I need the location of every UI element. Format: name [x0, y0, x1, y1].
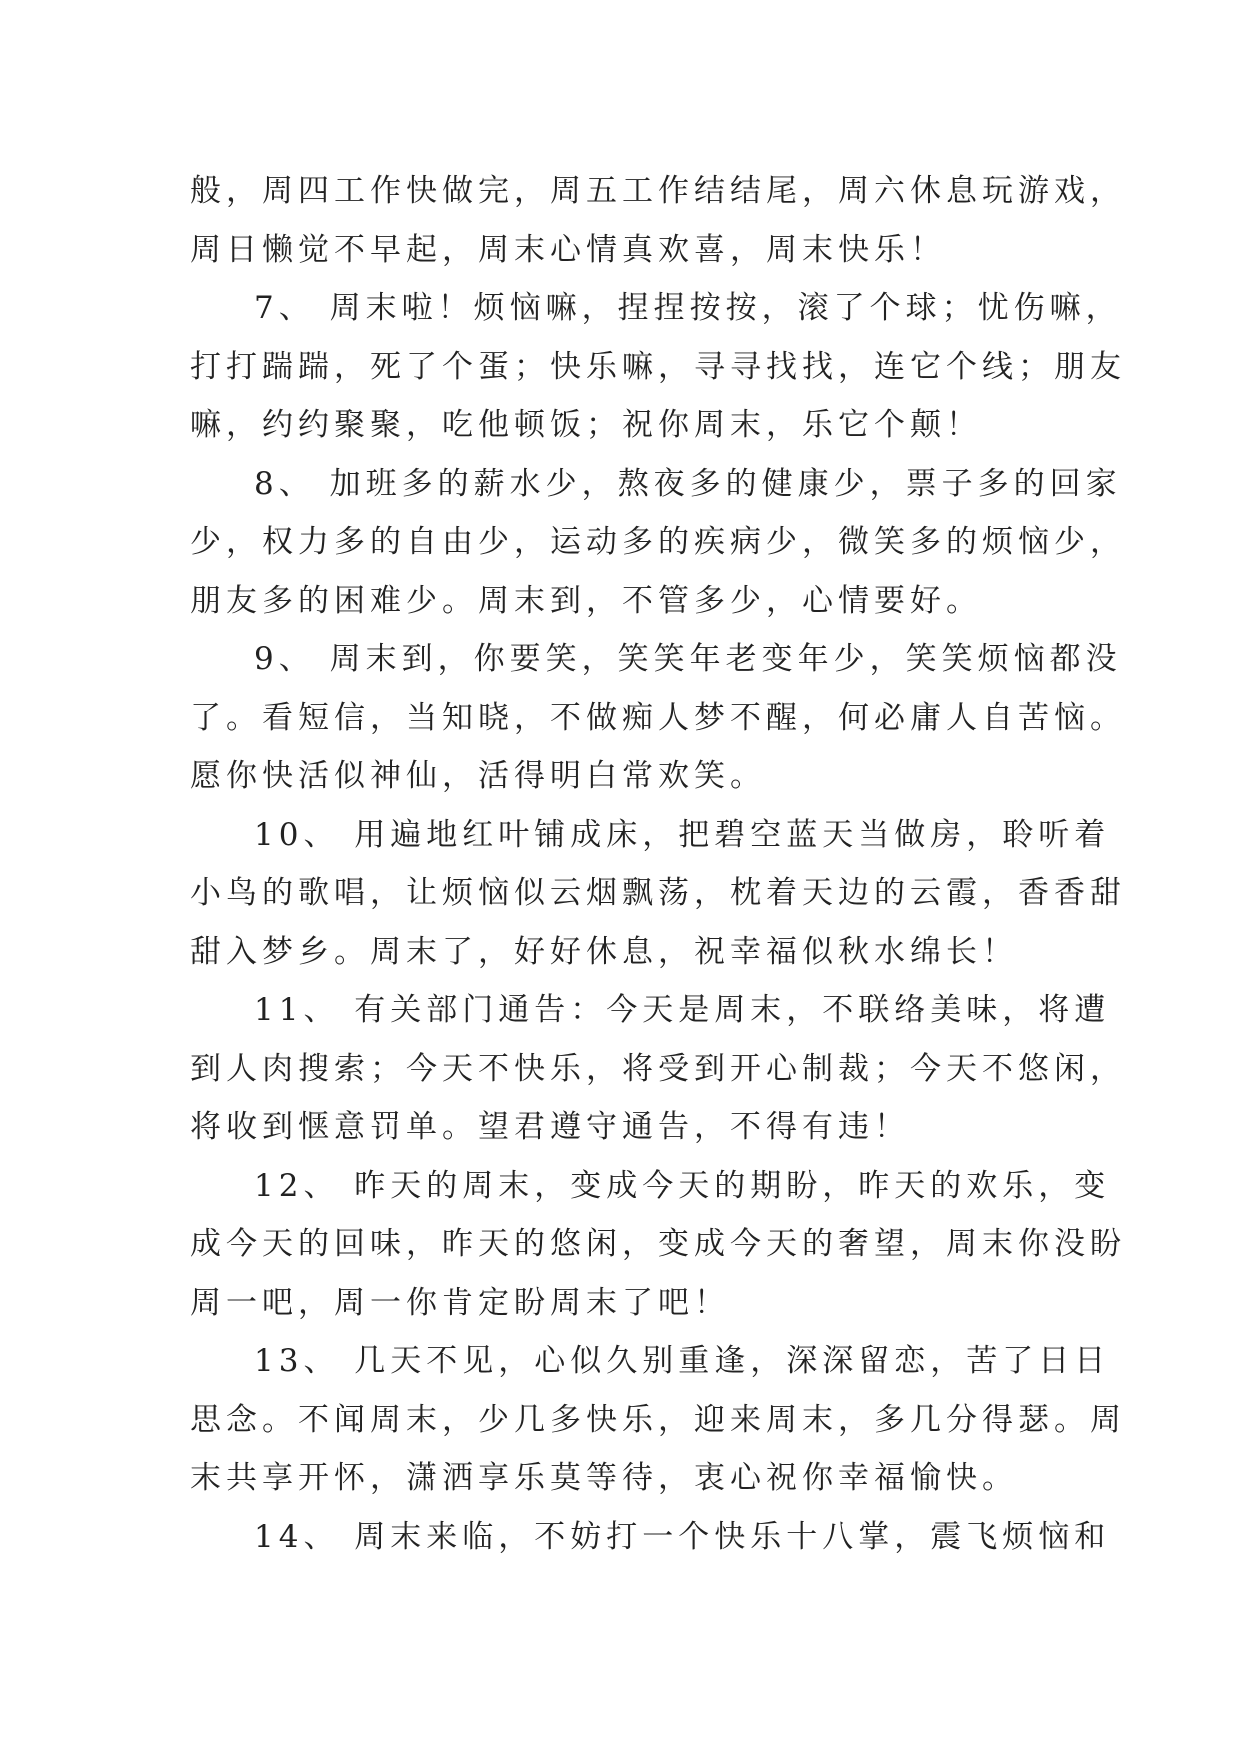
text-line: 打打踹踹，死了个蛋；快乐嘛，寻寻找找，连它个线；朋友 [190, 348, 1126, 385]
text-line: 愿你快活似神仙，活得明白常欢笑。 [190, 758, 766, 794]
paragraph-first-line: 10、 用遍地红叶铺成床，把碧空蓝天当做房，聆听着 [254, 816, 1111, 853]
text-line: 周一吧，周一你肯定盼周末了吧！ [190, 1284, 730, 1321]
text-line: 成今天的回味，昨天的悠闲，变成今天的奢望，周末你没盼 [190, 1226, 1126, 1262]
text-line: 嘛，约约聚聚，吃他顿饭；祝你周末，乐它个颠！ [190, 407, 982, 443]
text-line: 到人肉搜索；今天不快乐，将受到开心制裁；今天不悠闲， [190, 1050, 1126, 1087]
paragraph-first-line: 7、 周末啦！烦恼嘛，捏捏按按，滚了个球；忧伤嘛， [254, 290, 1122, 326]
paragraph-first-line: 9、 周末到，你要笑，笑笑年老变年少，笑笑烦恼都没 [254, 641, 1122, 677]
text-line: 末共享开怀，潇洒享乐莫等待，衷心祝你幸福愉快。 [190, 1460, 1018, 1496]
text-line: 周日懒觉不早起，周末心情真欢喜，周末快乐！ [190, 231, 946, 268]
text-line: 小鸟的歌唱，让烦恼似云烟飘荡，枕着天边的云霞，香香甜 [190, 875, 1126, 911]
paragraph-first-line: 12、 昨天的周末，变成今天的期盼，昨天的欢乐，变 [254, 1167, 1111, 1204]
paragraph-first-line: 11、 有关部门通告：今天是周末，不联络美味，将遭 [254, 992, 1111, 1028]
text-line: 少，权力多的自由少，运动多的疾病少，微笑多的烦恼少， [190, 524, 1126, 560]
text-line: 将收到惬意罚单。望君遵守通告，不得有违！ [190, 1109, 910, 1145]
text-line: 了。看短信，当知晓，不做痴人梦不醒，何必庸人自苦恼。 [190, 699, 1126, 736]
text-line: 思念。不闻周末，少几多快乐，迎来周末，多几分得瑟。周 [190, 1401, 1126, 1438]
text-line: 朋友多的困难少。周末到，不管多少，心情要好。 [190, 582, 982, 619]
text-line: 般，周四工作快做完，周五工作结结尾，周六休息玩游戏， [190, 173, 1126, 209]
text-line: 甜入梦乡。周末了，好好休息，祝幸福似秋水绵长！ [190, 933, 1018, 970]
document-body [190, 162, 1126, 1566]
paragraph-first-line: 8、 加班多的薪水少，熬夜多的健康少，票子多的回家 [254, 465, 1122, 502]
paragraph-first-line: 13、 几天不见，心似久别重逢，深深留恋，苦了日日 [254, 1343, 1111, 1379]
paragraph-first-line: 14、 周末来临，不妨打一个快乐十八掌，震飞烦恼和 [254, 1518, 1111, 1555]
